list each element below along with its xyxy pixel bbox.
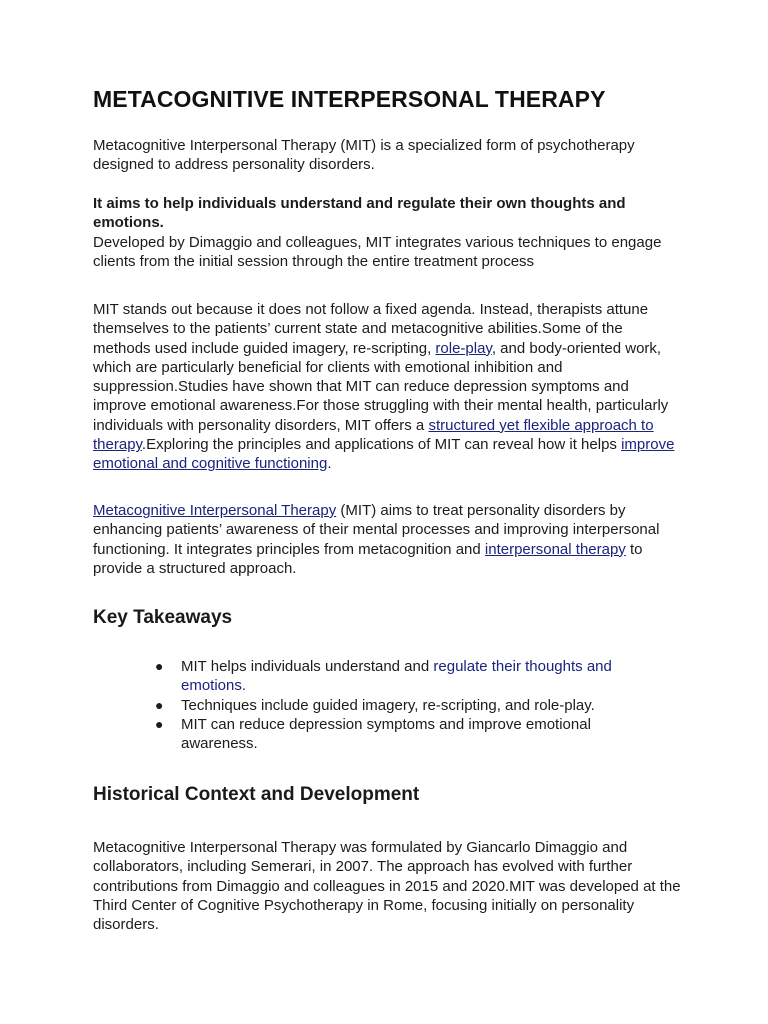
bullet-icon: ● — [155, 696, 164, 713]
methods-text-3: .Exploring the principles and applications of MIT can reveal how it helps — [141, 436, 622, 454]
takeaway-3-text: MIT can reduce depression symptoms and improve emotional awareness. — [181, 715, 591, 753]
key-takeaways-heading: Key Takeaways — [93, 607, 233, 628]
methods-text-1: MIT stands out because it does not follow a fixed agenda. Instead, therapists attune themselves to the patients’ current state and metacognitive abilities.Some of the methods used include guided imagery, re-scripting, — [93, 301, 649, 357]
mit-link[interactable]: Metacognitive Interpersonal Therapy — [93, 502, 337, 519]
structured-approach-link[interactable]: structured yet flexible approach to therapy — [93, 416, 654, 454]
page-title: METACOGNITIVE INTERPERSONAL THERAPY — [93, 86, 606, 112]
list-item — [155, 657, 655, 696]
bullet-icon: ● — [155, 658, 164, 674]
methods-text-4: . — [327, 455, 332, 473]
bullet-icon: ● — [155, 715, 164, 732]
methods-text-2: , and body-oriented work, which are particularly beneficial for clients with emotional inhibition and suppression.Studies have shown that MIT can reduce depression symptoms and improve emotional awareness.For those struggling with their mental health, particularly individuals with personality disorders, MIT offers a — [93, 339, 669, 434]
takeaway-1-end: . — [241, 677, 247, 695]
intro-paragraph: Metacognitive Interpersonal Therapy (MIT) is a specialized form of psychotherapy designed to address personality disorders. — [93, 137, 635, 174]
history-paragraph: Metacognitive Interpersonal Therapy was formulated by Giancarlo Dimaggio and collaborators, including Semerari, in 2007. The approach has evolved with further contributions from Dimaggio and colleagues in 2015 and 2020.MIT was developed at the Third Center of Cognitive Psychotherapy in Rome, focusing initially on personality disorders. — [93, 839, 681, 934]
list-item — [155, 696, 655, 715]
takeaways-list — [155, 657, 655, 753]
takeaway-1-text: MIT helps individuals understand and — [181, 658, 434, 675]
history-heading: Historical Context and Development — [93, 784, 420, 805]
definition-text-1: (MIT) aims to treat personality disorders by enhancing patients’ awareness of their mental processes and improving interpersonal functioning. It integrates principles from metacognition and — [93, 502, 660, 558]
bold-statement: It aims to help individuals understand and regulate their own thoughts and emotions. — [93, 195, 626, 232]
list-item — [155, 715, 655, 754]
developed-paragraph: Developed by Dimaggio and colleagues, MIT integrates various techniques to engage clients from the initial session through the entire treatment process — [93, 233, 662, 270]
improve-functioning-link[interactable]: improve emotional and cognitive functioning — [93, 436, 675, 473]
summary-block — [93, 194, 683, 271]
interpersonal-therapy-link[interactable]: interpersonal therapy — [484, 540, 626, 558]
takeaway-2-text: Techniques include guided imagery, re-scripting, and role-play. — [181, 696, 595, 714]
definition-paragraph — [93, 501, 683, 578]
definition-text-2: to provide a structured approach. — [93, 540, 643, 577]
methods-paragraph — [93, 300, 683, 474]
role-play-link[interactable]: role-play — [435, 339, 492, 357]
regulate-thoughts-link[interactable]: regulate their thoughts and emotions — [181, 658, 612, 695]
